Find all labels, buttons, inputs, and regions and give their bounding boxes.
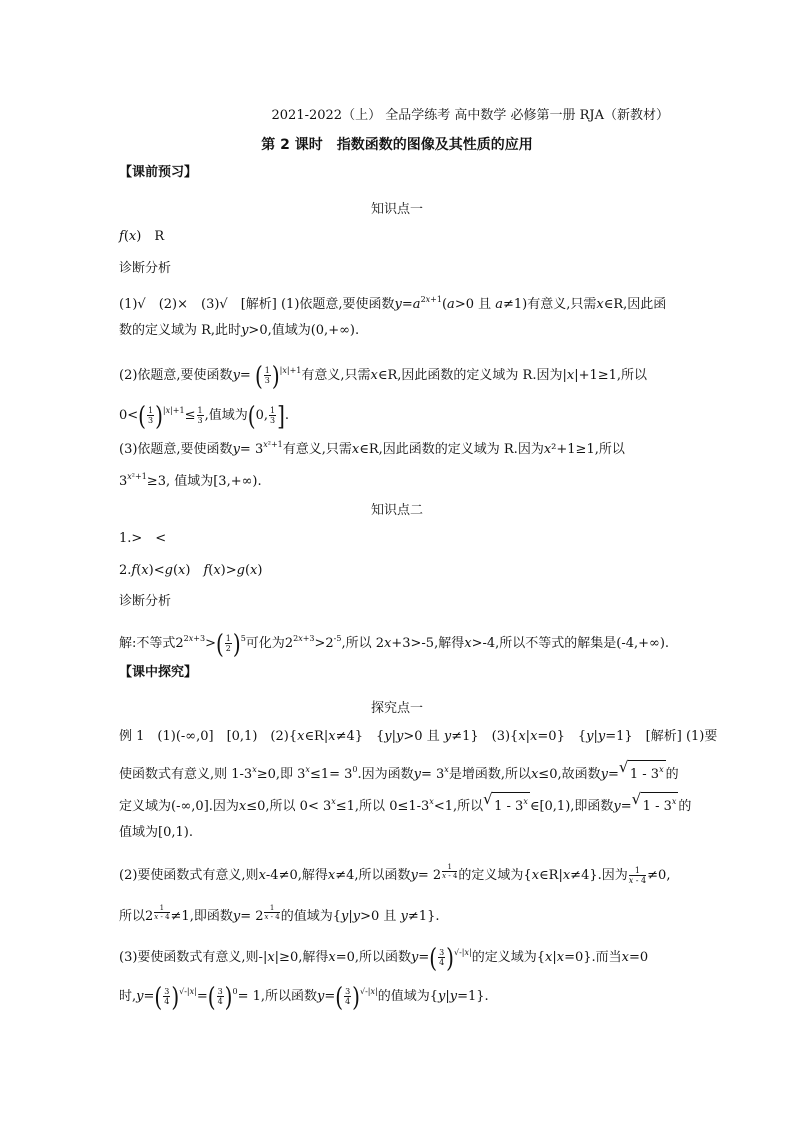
example-1-part2-line-1: (2)要使函数式有意义,则x-4≠0,解得x≠4,所以函数y= 2 $^{\frac{1}{x - 4}}$ 的定义域为{x∈R|x≠4}.因为 $\frac{1}{x - 4}$ ≠0, xyxy=(119,862,671,885)
example-1-line-3: 定义域为(-∞,0].因为x≤0,所以 $0< 3^x\le 1$,所以 $0\le 1-3^x<1$,所以√ 1 - 3$^x$ ∈[0,1),即函数y=√ 1 - 3$^x$ 的 xyxy=(119,792,691,816)
explore-point-1: 探究点一 xyxy=(370,701,423,716)
analysis-2-line-2: 0<( $\frac{1}{3}$ )$^{|x|+1}$≤ $\frac{1}{3}$ ,值域为(0, $\frac{1}{3}$ ]. xyxy=(119,399,290,432)
diagnosis-label-1: 诊断分析 xyxy=(119,261,172,276)
lesson-title: 第 2 课时 指数函数的图像及其性质的应用 xyxy=(261,137,533,153)
analysis-1-line-1: (1)√ (2)× (3)√ [解析] (1)依题意,要使函数$y=a^{2x+1}(a>0$ 且 a≠1)有意义,只需x∈R,因此函 xyxy=(119,295,667,312)
analysis-3-line-1: (3)依题意,要使函数$y= 3^{x^2+1}$有意义,只需x∈R,因此函数的定义域为 R.因为x²+1≥1,所以 xyxy=(119,440,625,457)
section-preview: 【课前预习】 xyxy=(119,165,198,180)
analysis-1-line-2: 数的定义域为 R,此时y>0,值域为(0,+∞). xyxy=(119,323,360,338)
document-header: 2021-2022（上） 全品学练考 高中数学 必修第一册 RJA（新教材） xyxy=(271,108,669,123)
example-1-part3-line-1: (3)要使函数式有意义,则-|x|≥0,解得x=0,所以函数y=( $\frac{3}{4}$ )$^{√-|x|}$的定义域为{x|x=0}.而当x=0 xyxy=(119,941,649,974)
section-explore: 【课中探究】 xyxy=(119,665,198,680)
analysis-2-line-1: (2)依题意,要使函数y= ( $\frac{1}{3}$ )$^{|x|+1}$有意义,只需x∈R,因此函数的定义域为 R.因为|x|+1≥1,所以 xyxy=(119,359,648,392)
inequality-solution: 解:不等式$2^{2x+3}>$( $\frac{1}{2}$ )$^5$可化为$2^{2x+3}>2^{-5}$,所以 2x+3>-5,解得x>-4,所以不等式的解集是(-4,+∞). xyxy=(119,627,670,660)
example-1-part3-line-2: 时,y=( $\frac{3}{4}$ )$^{√-|x|}$=( $\frac{3}{4}$ )$^0$= 1,所以函数y=( $\frac{3}{4}$ )$^{√-|x|}$的值域为{y|y=1}. xyxy=(119,980,489,1013)
example-1-line-2: 使函数式有意义,则 $1-3^x\ge 0$,即 $3^x\le 1= 3^0$.因为函数$y= 3^x$是增函数,所以x≤0,故函数y=√ 1 - 3$^x$ 的 xyxy=(119,760,679,784)
example-1-line-1: 例 1 (1)(-∞,0] [0,1) (2){x∈R|x≠4} {y|y>0 且 y≠1} (3){x|x=0} {y|y=1} [解析] (1)要 xyxy=(119,729,718,744)
example-1-part2-line-2: 所以2 $^{\frac{1}{x - 4}}$ ≠1,即函数y= 2 $^{\frac{1}{x - 4}}$ 的值域为{y|y>0 且 y≠1}. xyxy=(119,903,440,924)
analysis-3-line-2: $3^{x^2+1}\ge 3$, 值域为[3,+∞). xyxy=(119,472,262,489)
kp2-answer-1: 1.> < xyxy=(119,531,167,546)
kp1-answer: f(x) R xyxy=(119,229,165,244)
knowledge-point-1: 知识点一 xyxy=(370,202,423,217)
diagnosis-label-2: 诊断分析 xyxy=(119,594,172,609)
knowledge-point-2: 知识点二 xyxy=(370,503,423,518)
kp2-answer-2: 2.f(x)<g(x) f(x)>g(x) xyxy=(119,563,263,578)
example-1-line-4: 值域为[0,1). xyxy=(119,825,193,840)
